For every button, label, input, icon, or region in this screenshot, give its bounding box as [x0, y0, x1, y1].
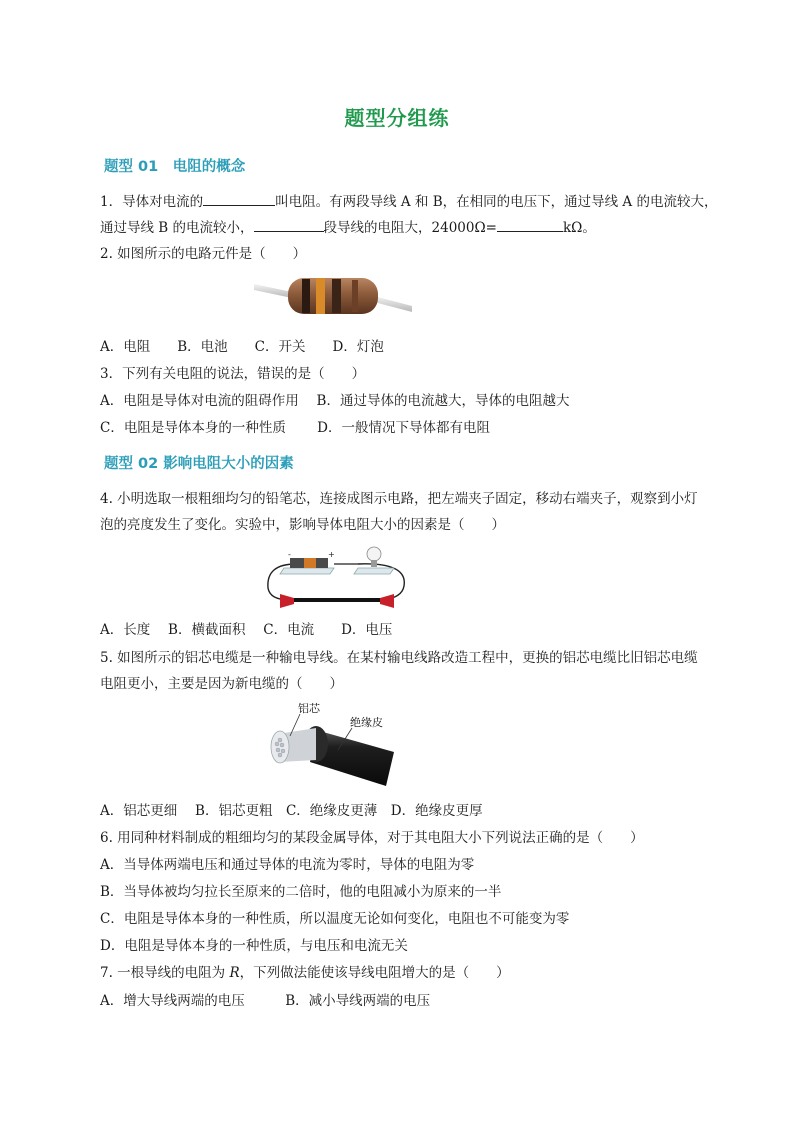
question-2: 2. 如图所示的电路元件是（ ）: [100, 246, 307, 262]
question-7: 7. 一根导线的电阻为 R，下列做法能使该导线电阻增大的是（ ）: [100, 965, 510, 981]
cable-image: [266, 700, 396, 788]
answer-blank[interactable]: [497, 217, 563, 232]
question-3: 3．下列有关电阻的说法，错误的是（ ）: [100, 366, 366, 382]
svg-text:+: +: [328, 550, 335, 559]
question-4-line-2: 泡的亮度发生了变化。实验中，影响导体电阻大小的因素是（ ）: [100, 517, 505, 533]
question-6-option-a: A．当导体两端电压和通过导体的电流为零时，导体的电阻为零: [100, 857, 475, 873]
section-heading-2: 题型 02 影响电阻大小的因素: [104, 456, 294, 472]
question-3-options-row-1: A．电阻是导体对电流的阻碍作用 B．通过导体的电流越大，导体的电阻越大: [100, 393, 570, 409]
insulation-label: 绝缘皮: [350, 716, 383, 729]
question-5-options: A．铝芯更细 B．铝芯更粗 C．绝缘皮更薄 D．绝缘皮更厚: [100, 803, 483, 819]
question-1-line-2: 通过导线 B 的电流较小， 段导线的电阻大，24000Ω= kΩ。: [100, 217, 596, 238]
answer-blank[interactable]: [254, 217, 324, 232]
question-5-line-1: 5. 如图所示的铝芯电缆是一种输电导线。在某村输电线路改造工程中，更换的铝芯电缆比旧铝芯电缆: [100, 650, 698, 666]
page-title: 题型分组练: [344, 106, 450, 130]
section-heading-1: 题型 01 电阻的概念: [104, 159, 246, 175]
resistor-image: [252, 268, 414, 326]
core-label: 铝芯: [298, 702, 320, 715]
question-6-option-c: C．电阻是导体本身的一种性质，所以温度无论如何变化，电阻也不可能变为零: [100, 911, 570, 927]
svg-text:-: -: [288, 550, 291, 559]
question-6-option-d: D．电阻是导体本身的一种性质，与电压和电流无关: [100, 938, 408, 954]
question-4-options: A．长度 B．横截面积 C．电流 D．电压: [100, 622, 393, 638]
question-6-option-b: B．当导体被均匀拉长至原来的二倍时，他的电阻减小为原来的一半: [100, 884, 502, 900]
question-1-line-1: 1．导体对电流的 叫电阻。有两段导线 A 和 B，在相同的电压下，通过导线 A 的电流较大，: [100, 191, 717, 212]
answer-blank[interactable]: [203, 191, 275, 206]
question-7-options: A．增大导线两端的电压 B．减小导线两端的电压: [100, 993, 431, 1009]
question-2-options: A．电阻 B．电池 C．开关 D．灯泡: [100, 339, 384, 355]
question-5-line-2: 电阻更小，主要是因为新电缆的（ ）: [100, 676, 343, 692]
question-4-line-1: 4. 小明选取一根粗细均匀的铅笔芯，连接成图示电路，把左端夹子固定，移动右端夹子，观察到小灯: [100, 491, 698, 507]
circuit-image: [262, 542, 412, 614]
question-3-options-row-2: C．电阻是导体本身的一种性质 D．一般情况下导体都有电阻: [100, 420, 490, 436]
question-6: 6. 用同种材料制成的粗细均匀的某段金属导体，对于其电阻大小下列说法正确的是（ ）: [100, 830, 644, 846]
